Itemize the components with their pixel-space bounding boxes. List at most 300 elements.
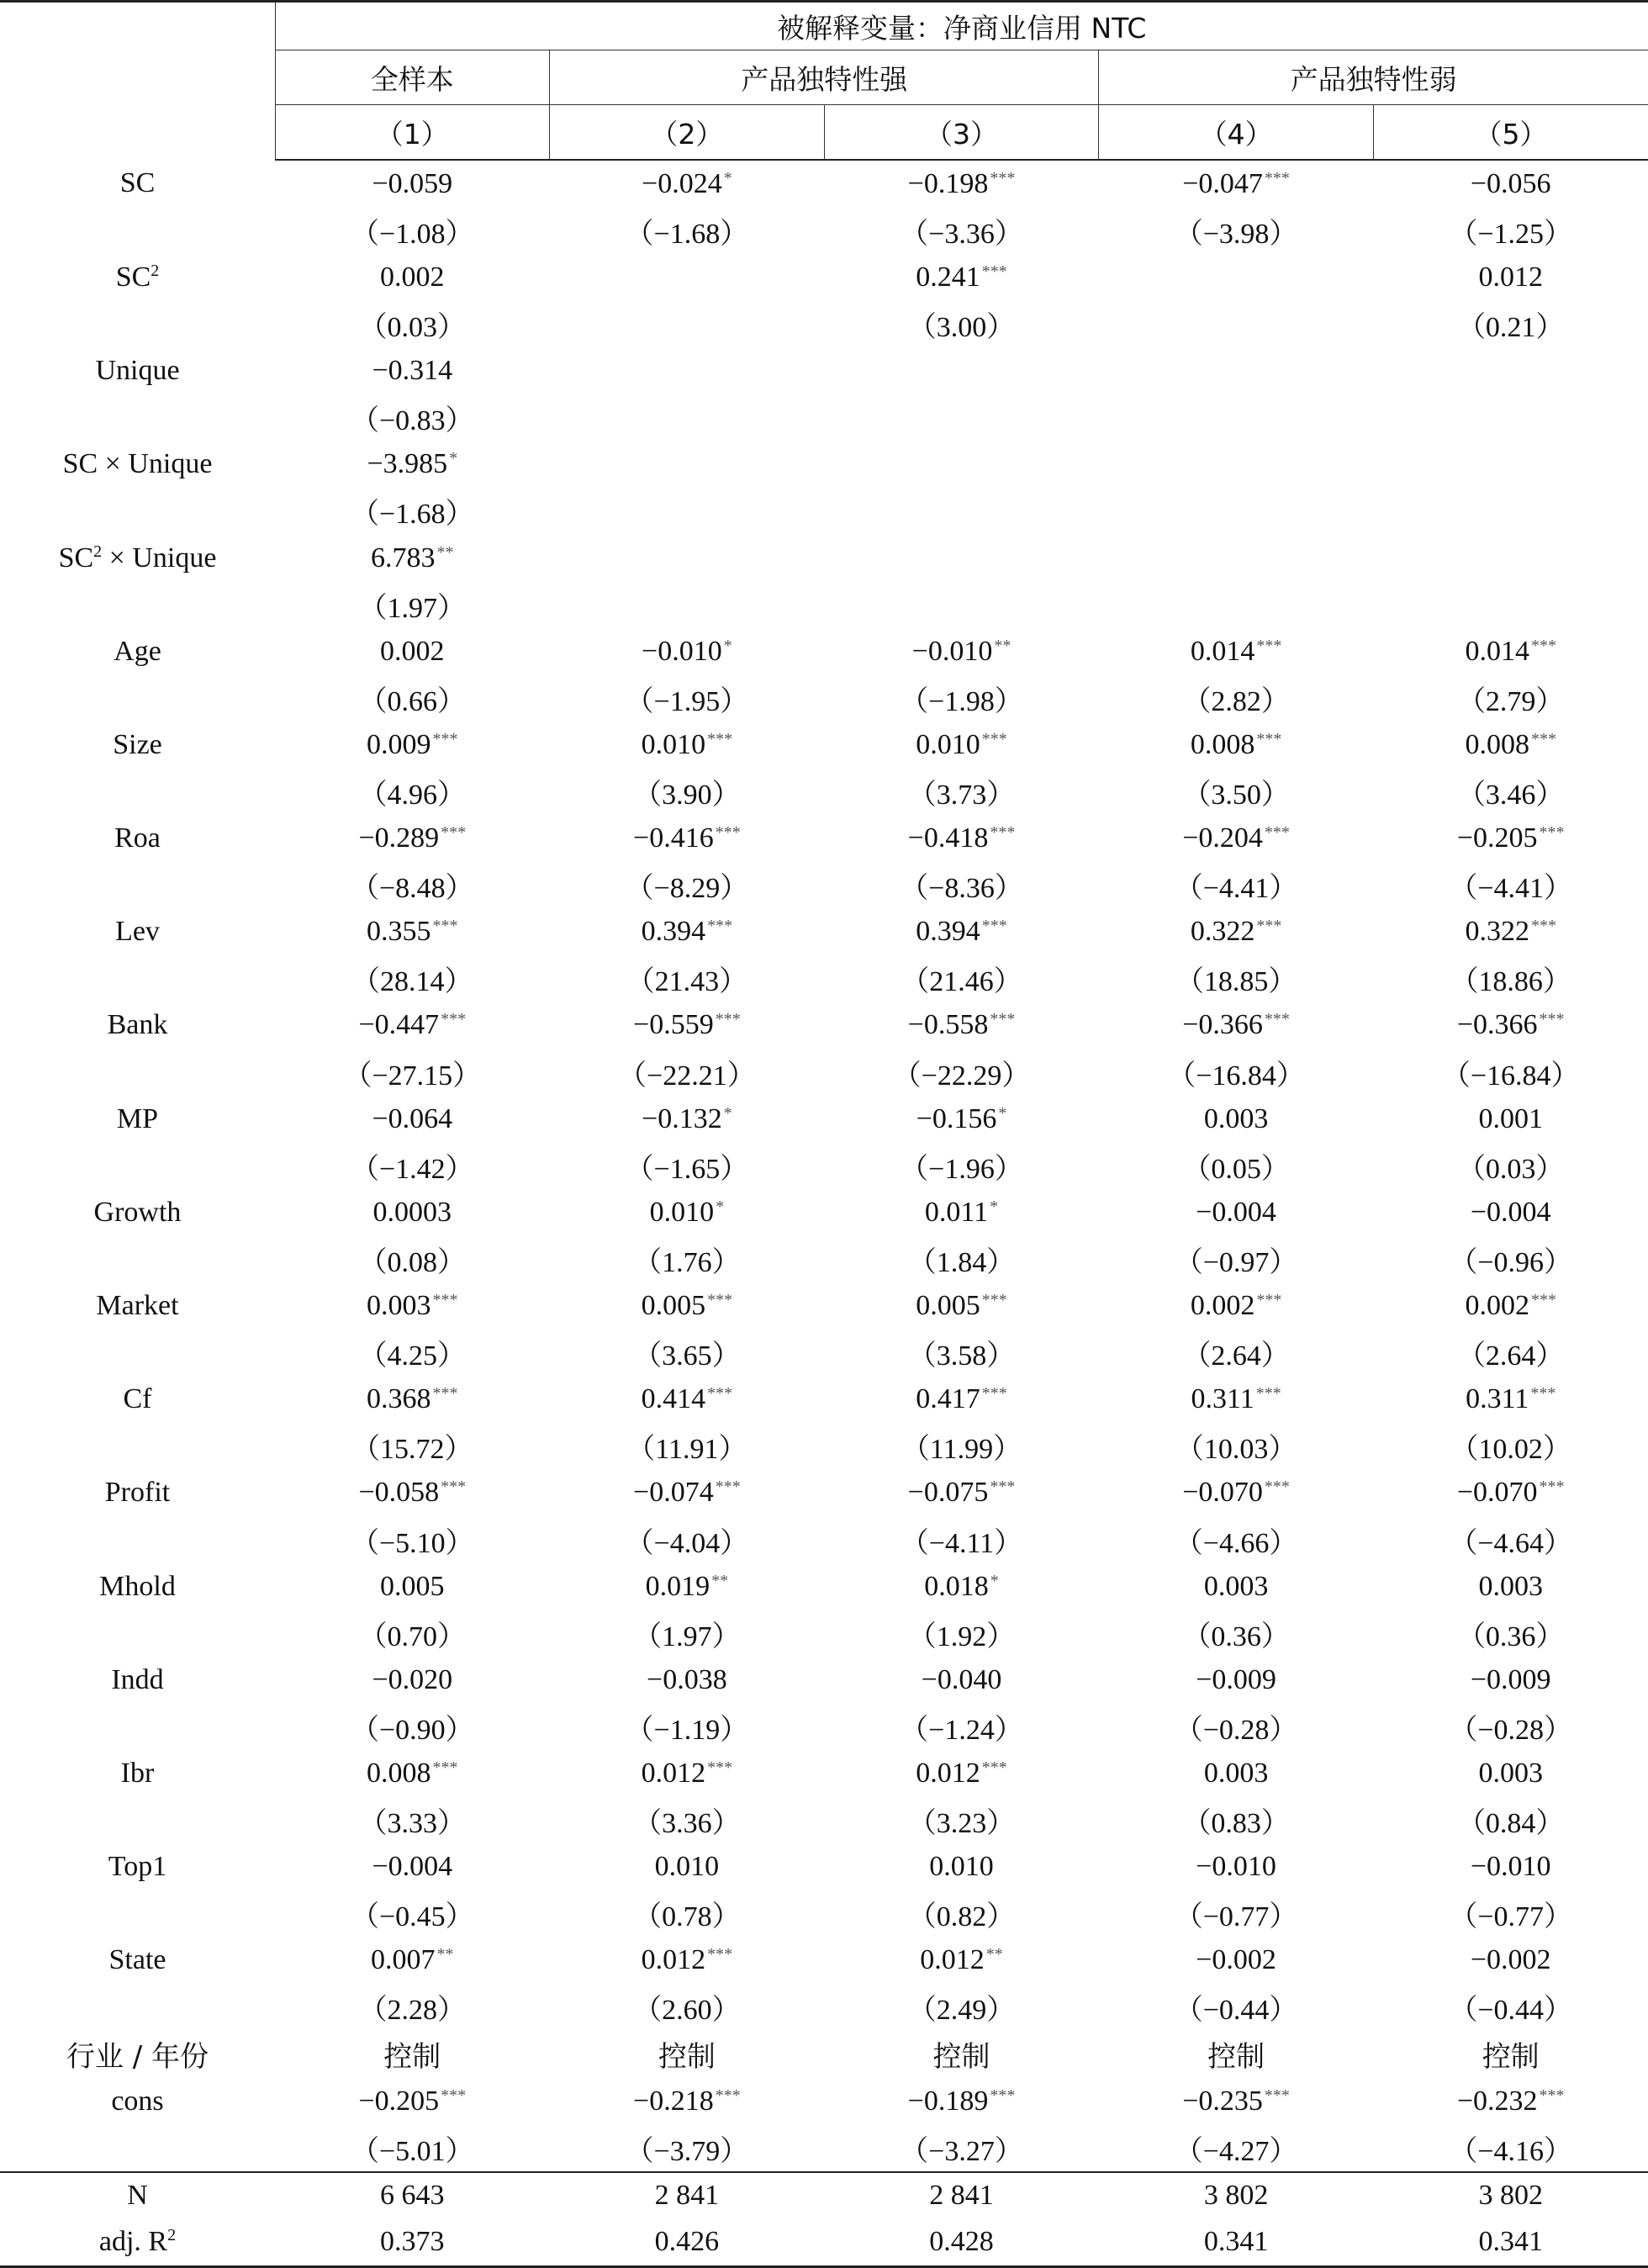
t-statistic-cell: （−4.64） [1449, 1527, 1573, 1559]
empty-stub [0, 955, 275, 1002]
significance-stars: * [716, 1197, 725, 1216]
coefficient-value: −0.004 [1196, 1196, 1276, 1228]
coefficient-cell [275, 160, 550, 208]
coefficient-value: 0.007 [371, 1944, 436, 1976]
coefficient-cell [550, 1096, 825, 1143]
coefficient-value: −0.314 [372, 355, 453, 387]
coefficient-cell [1099, 1470, 1374, 1517]
t-statistic-cell: （0.08） [358, 1246, 467, 1278]
t-statistic-cell: （−0.28） [1449, 1714, 1573, 1746]
coefficient-value: −0.038 [647, 1663, 727, 1695]
coefficient-cell [1373, 1376, 1648, 1423]
t-statistic-cell: （−1.42） [350, 1153, 474, 1185]
table-row [0, 1282, 1648, 1330]
significance-stars: *** [707, 1291, 733, 1310]
significance-stars: *** [432, 1291, 458, 1310]
coefficient-value: 0.311 [1191, 1383, 1254, 1415]
variable-name [0, 815, 275, 862]
significance-stars: *** [1539, 823, 1565, 843]
table-row [0, 1610, 1648, 1657]
t-statistic-cell: （0.78） [633, 1901, 741, 1933]
coefficient-cell [824, 535, 1099, 582]
t-statistic-cell: （−3.98） [1174, 218, 1298, 250]
t-statistic-cell [1373, 581, 1648, 628]
t-statistic-cell: （11.91） [626, 1434, 747, 1466]
variable-label: Bank [107, 1009, 168, 1041]
t-statistic-cell [1373, 394, 1648, 441]
coefficient-cell [824, 1002, 1099, 1049]
coefficient-value: 0.011 [924, 1196, 989, 1228]
t-statistic-cell: （3.46） [1456, 780, 1565, 812]
coefficient-cell [275, 1002, 550, 1049]
empty-stub [0, 208, 275, 255]
significance-stars: *** [715, 1010, 741, 1029]
significance-stars: *** [1530, 1291, 1556, 1310]
significance-stars: *** [707, 1945, 733, 1964]
significance-stars: ** [985, 1945, 1003, 1964]
coefficient-cell [550, 535, 825, 582]
t-statistic-cell: （2.64） [1456, 1340, 1565, 1372]
footer-value: 0.373 [275, 2219, 550, 2267]
t-statistic-cell: （−0.28） [1174, 1714, 1298, 1746]
variable-label: cons [111, 2085, 164, 2117]
coefficient-value: −0.205 [358, 2085, 440, 2117]
t-statistic-cell: （−1.96） [900, 1153, 1023, 1185]
t-statistic-cell: （2.79） [1456, 685, 1565, 717]
coefficient-cell [1373, 815, 1648, 862]
empty-stub [0, 2124, 275, 2172]
significance-stars: *** [441, 2086, 467, 2105]
t-statistic-cell: （10.03） [1175, 1434, 1297, 1466]
coefficient-cell [550, 1470, 825, 1517]
variable-label: Growth [93, 1196, 182, 1228]
coefficient-value: 0.005 [641, 1290, 706, 1322]
significance-stars: *** [990, 168, 1016, 188]
significance-stars: *** [981, 1384, 1007, 1404]
t-statistic-cell: （18.86） [1450, 966, 1571, 998]
significance-stars: *** [432, 917, 458, 936]
coefficient-value: 0.394 [916, 916, 980, 948]
t-statistic-cell [824, 581, 1099, 628]
coefficient-cell [550, 1938, 825, 1985]
coefficient-cell [1373, 441, 1648, 489]
t-statistic-cell: （10.02） [1450, 1434, 1571, 1466]
t-statistic-cell: （1.84） [907, 1246, 1016, 1278]
significance-stars: *** [1530, 917, 1556, 936]
t-statistic-cell: （0.36） [1456, 1620, 1565, 1652]
variable-name [0, 628, 275, 675]
coefficient-value: −0.366 [1182, 1009, 1263, 1041]
coefficient-cell [824, 254, 1099, 301]
column-number: （1） [275, 105, 550, 161]
coefficient-value: −0.010 [1470, 1851, 1551, 1883]
coefficient-cell [1099, 628, 1374, 675]
variable-name [0, 1189, 275, 1236]
significance-stars: *** [1264, 168, 1290, 188]
coefficient-cell [550, 160, 825, 208]
variable-label: N [127, 2180, 148, 2212]
coefficient-cell [550, 909, 825, 956]
t-statistic-cell: （0.82） [907, 1901, 1016, 1933]
significance-stars: *** [1256, 1291, 1282, 1310]
coefficient-cell [1373, 1189, 1648, 1236]
empty-stub [0, 1142, 275, 1189]
coefficient-value: 0.0003 [372, 1196, 452, 1228]
coefficient-value: 0.008 [1465, 728, 1529, 760]
coefficient-value: 0.003 [1478, 1757, 1543, 1789]
significance-stars: *** [441, 1010, 467, 1029]
coefficient-cell [275, 1938, 550, 1985]
variable-superscript: 2 [93, 542, 103, 561]
significance-stars: *** [1256, 917, 1282, 936]
t-statistic-cell: （−4.41） [1174, 873, 1298, 905]
coefficient-cell [550, 1282, 825, 1330]
table-row [0, 1236, 1648, 1283]
coefficient-cell [1373, 1470, 1648, 1517]
coefficient-cell [550, 1563, 825, 1610]
t-statistic-cell: （2.82） [1182, 685, 1290, 717]
t-statistic-cell: （−0.90） [350, 1714, 474, 1746]
coefficient-value: −0.235 [1182, 2085, 1263, 2117]
coefficient-cell [550, 1657, 825, 1704]
coefficient-cell [550, 2078, 825, 2125]
t-statistic-cell: （3.58） [907, 1340, 1016, 1372]
coefficient-value: −0.004 [1470, 1196, 1551, 1228]
t-statistic-cell: （3.90） [633, 780, 741, 812]
variable-name [0, 1657, 275, 1704]
t-statistic-cell: （−1.25） [1449, 218, 1573, 250]
coefficient-cell [1373, 909, 1648, 956]
control-cell: 控制 [1482, 2040, 1540, 2075]
t-statistic-cell: （−1.68） [625, 218, 749, 250]
significance-stars: *** [1264, 1478, 1290, 1497]
significance-stars: * [990, 1571, 999, 1590]
coefficient-cell [824, 1376, 1099, 1423]
variable-label: SC [115, 261, 151, 293]
t-statistic-cell: （0.05） [1182, 1153, 1290, 1185]
t-statistic-cell: （3.73） [907, 780, 1016, 812]
variable-name [0, 347, 275, 394]
coefficient-cell [550, 254, 825, 301]
variable-label: Cf [123, 1383, 152, 1415]
significance-stars: *** [981, 1758, 1007, 1777]
coefficient-value: −0.289 [358, 822, 440, 854]
table-row [0, 1843, 1648, 1890]
coefficient-value: 0.010 [649, 1196, 715, 1228]
coefficient-value: −0.232 [1456, 2085, 1538, 2117]
control-cell: 控制 [1207, 2040, 1265, 2075]
significance-stars: *** [981, 262, 1007, 281]
control-cell: 控制 [383, 2040, 441, 2075]
coefficient-cell [1373, 722, 1648, 769]
table-row [0, 909, 1648, 956]
significance-stars: *** [990, 1478, 1016, 1497]
variable-name [0, 2078, 275, 2125]
variable-name: 行业 / 年份 [66, 2040, 209, 2075]
empty-stub [0, 1610, 275, 1657]
significance-stars: * [449, 449, 458, 468]
coefficient-cell [275, 1657, 550, 1704]
coefficient-cell [824, 1189, 1099, 1236]
group-header-low-uniqueness: 产品独特性弱 [1099, 50, 1648, 105]
significance-stars: *** [1264, 823, 1290, 843]
t-statistic-cell: （−3.27） [900, 2135, 1023, 2167]
variable-name [0, 1750, 275, 1797]
t-statistic-cell [1099, 488, 1374, 535]
coefficient-cell [1099, 1376, 1374, 1423]
coefficient-value: −0.366 [1456, 1009, 1538, 1041]
coefficient-value: 0.417 [916, 1383, 980, 1415]
coefficient-cell [550, 1750, 825, 1797]
t-statistic-cell [1099, 301, 1374, 348]
coefficient-cell [1099, 1657, 1374, 1704]
variable-label: State [108, 1944, 166, 1976]
variable-superscript: 2 [151, 261, 160, 280]
t-statistic-cell: （−3.36） [900, 218, 1023, 250]
t-statistic-cell: （−4.41） [1449, 873, 1573, 905]
coefficient-cell [275, 1750, 550, 1797]
t-statistic-cell [550, 488, 825, 535]
variable-label: Size [113, 728, 162, 760]
variable-name [0, 1470, 275, 1517]
coefficient-cell [275, 347, 550, 394]
coefficient-value: 6.783 [371, 542, 436, 574]
coefficient-cell [550, 815, 825, 862]
variable-label: Profit [104, 1477, 171, 1509]
coefficient-cell [275, 1470, 550, 1517]
coefficient-cell [275, 909, 550, 956]
coefficient-cell [1373, 1282, 1648, 1330]
coefficient-value: 0.009 [367, 728, 431, 760]
t-statistic-cell: （0.66） [358, 685, 467, 717]
coefficient-value: 0.014 [1190, 635, 1255, 667]
t-statistic-cell: （1.76） [633, 1246, 741, 1278]
table-row [0, 628, 1648, 675]
empty-stub [0, 301, 275, 348]
coefficient-cell [550, 1002, 825, 1049]
coefficient-cell [1373, 1938, 1648, 1985]
coefficient-cell [1099, 254, 1374, 301]
t-statistic-cell: （21.46） [901, 966, 1022, 998]
empty-stub [0, 394, 275, 441]
t-statistic-cell: （21.43） [626, 966, 748, 998]
variable-superscript: 2 [167, 2226, 177, 2245]
table-row [0, 1750, 1648, 1797]
coefficient-cell [275, 254, 550, 301]
t-statistic-cell: （−0.44） [1174, 1995, 1298, 2027]
coefficient-value: 0.012 [916, 1757, 980, 1789]
table-header [0, 2, 1648, 161]
t-statistic-cell: （−27.15） [343, 1060, 482, 1092]
variable-label: MP [116, 1102, 159, 1134]
empty-stub [0, 1049, 275, 1096]
coefficient-cell [1373, 1096, 1648, 1143]
significance-stars: *** [432, 1384, 458, 1404]
coefficient-cell [1099, 535, 1374, 582]
coefficient-value: −0.070 [1456, 1477, 1538, 1509]
coefficient-cell [1099, 722, 1374, 769]
stub-header [0, 2, 275, 161]
table-row [0, 1984, 1648, 2031]
coefficient-cell [275, 1563, 550, 1610]
coefficient-value: −0.009 [1470, 1663, 1551, 1695]
t-statistic-cell: （−4.27） [1174, 2135, 1298, 2167]
coefficient-cell [1099, 815, 1374, 862]
coefficient-cell [1373, 1563, 1648, 1610]
coefficient-cell [824, 441, 1099, 489]
significance-stars: *** [1539, 1010, 1565, 1029]
coefficient-value: 0.018 [924, 1570, 989, 1602]
table-row [0, 1096, 1648, 1143]
significance-stars: *** [432, 1758, 458, 1777]
empty-stub [0, 1704, 275, 1751]
variable-name [0, 1938, 275, 1985]
table-row [0, 2124, 1648, 2172]
coefficient-value: −0.010 [1196, 1851, 1276, 1883]
coefficient-cell [824, 722, 1099, 769]
coefficient-cell [824, 1282, 1099, 1330]
t-statistic-cell: （11.99） [901, 1434, 1022, 1466]
significance-stars: * [723, 1103, 732, 1123]
coefficient-value: 0.012 [920, 1944, 985, 1976]
significance-stars: *** [1539, 1478, 1565, 1497]
coefficient-value: 0.002 [1190, 1290, 1255, 1322]
table-row [0, 1423, 1648, 1470]
significance-stars: *** [707, 917, 733, 936]
t-statistic-cell: （−22.29） [892, 1060, 1031, 1092]
coefficient-value: 0.414 [641, 1383, 706, 1415]
empty-stub [0, 862, 275, 909]
coefficient-value: −0.059 [372, 167, 453, 199]
variable-name [0, 1002, 275, 1049]
coefficient-value: 0.010 [641, 728, 706, 760]
footer-value: 3 802 [1373, 2172, 1648, 2219]
variable-name [0, 909, 275, 956]
table-row [0, 1938, 1648, 1985]
t-statistic-cell: （4.25） [358, 1340, 467, 1372]
t-statistic-cell: （−8.48） [350, 873, 474, 905]
variable-label: Unique [95, 355, 180, 387]
empty-stub [0, 581, 275, 628]
table-row-control [0, 2031, 1648, 2078]
variable-label: Top1 [108, 1851, 167, 1883]
group-header-high-uniqueness: 产品独特性强 [550, 50, 1099, 105]
coefficient-cell [1373, 2078, 1648, 2125]
empty-stub [0, 488, 275, 535]
significance-stars: ** [436, 542, 454, 562]
table-row [0, 815, 1648, 862]
coefficient-value: −0.020 [372, 1663, 453, 1695]
coefficient-value: 0.001 [1478, 1102, 1543, 1134]
significance-stars: *** [1530, 1384, 1556, 1404]
coefficient-cell [275, 722, 550, 769]
t-statistic-cell: （2.64） [1182, 1340, 1290, 1372]
coefficient-cell [275, 535, 550, 582]
coefficient-value: 0.003 [1203, 1570, 1269, 1602]
variable-name [0, 1376, 275, 1423]
significance-stars: *** [1530, 729, 1556, 748]
t-statistic-cell: （3.33） [358, 1808, 467, 1840]
t-statistic-cell: （3.50） [1182, 780, 1290, 812]
t-statistic-cell: （−4.04） [625, 1527, 749, 1559]
coefficient-cell [1099, 1282, 1374, 1330]
column-number: （4） [1099, 105, 1374, 161]
significance-stars: *** [981, 917, 1007, 936]
table-row [0, 208, 1648, 255]
t-statistic-cell [1373, 488, 1648, 535]
table-row [0, 1890, 1648, 1938]
t-statistic-cell: （−1.19） [625, 1714, 749, 1746]
empty-stub [0, 1516, 275, 1563]
coefficient-cell [1373, 1002, 1648, 1049]
variable-name [0, 535, 275, 582]
t-statistic-cell: （−8.29） [625, 873, 749, 905]
table-body [0, 160, 1648, 2266]
t-statistic-cell: （2.28） [358, 1995, 467, 2027]
empty-stub [0, 1797, 275, 1844]
table-row [0, 1704, 1648, 1751]
t-statistic-cell [550, 394, 825, 441]
empty-stub [0, 769, 275, 816]
table-row [0, 1797, 1648, 1844]
coefficient-cell [1373, 254, 1648, 301]
variable-label: Mhold [99, 1570, 176, 1602]
coefficient-value: 0.002 [380, 261, 445, 293]
coefficient-cell [824, 1750, 1099, 1797]
t-statistic-cell: （−0.83） [350, 405, 474, 437]
significance-stars: ** [436, 1945, 454, 1964]
coefficient-cell [550, 1189, 825, 1236]
coefficient-cell [1099, 347, 1374, 394]
significance-stars: *** [707, 729, 733, 748]
t-statistic-cell: （−0.77） [1174, 1901, 1298, 1933]
t-statistic-cell: （−0.77） [1449, 1901, 1573, 1933]
coefficient-value: −0.004 [372, 1851, 453, 1883]
t-statistic-cell: （−5.10） [350, 1527, 474, 1559]
t-statistic-cell: （−0.96） [1449, 1246, 1573, 1278]
t-statistic-cell: （−16.84） [1441, 1060, 1580, 1092]
coefficient-value: −0.218 [633, 2085, 714, 2117]
variable-name [0, 254, 275, 301]
t-statistic-cell: （0.70） [358, 1620, 467, 1652]
variable-suffix: × Unique [102, 542, 217, 574]
variable-label: Roa [114, 822, 161, 854]
significance-stars: *** [1539, 2086, 1565, 2105]
t-statistic-cell: （15.72） [351, 1434, 473, 1466]
footer-value: 0.426 [550, 2219, 825, 2267]
group-header-full-sample: 全样本 [275, 50, 550, 105]
variable-name [0, 1096, 275, 1143]
coefficient-value: −0.189 [907, 2085, 989, 2117]
table-row [0, 1142, 1648, 1189]
t-statistic-cell: （3.23） [907, 1808, 1016, 1840]
coefficient-value: −0.040 [921, 1663, 1002, 1695]
t-statistic-cell [1099, 394, 1374, 441]
table-row [0, 1470, 1648, 1517]
t-statistic-cell: （18.85） [1175, 966, 1297, 998]
coefficient-cell [1099, 1002, 1374, 1049]
coefficient-value: 0.003 [1203, 1757, 1269, 1789]
table-row [0, 488, 1648, 535]
t-statistic-cell: （−1.65） [625, 1153, 749, 1185]
t-statistic-cell: （−22.21） [618, 1060, 756, 1092]
coefficient-value: 0.010 [654, 1851, 720, 1883]
significance-stars: *** [990, 2086, 1016, 2105]
footer-value: 6 643 [275, 2172, 550, 2219]
coefficient-cell [275, 815, 550, 862]
coefficient-value: −0.002 [1470, 1944, 1551, 1976]
coefficient-value: −0.010 [911, 635, 993, 667]
